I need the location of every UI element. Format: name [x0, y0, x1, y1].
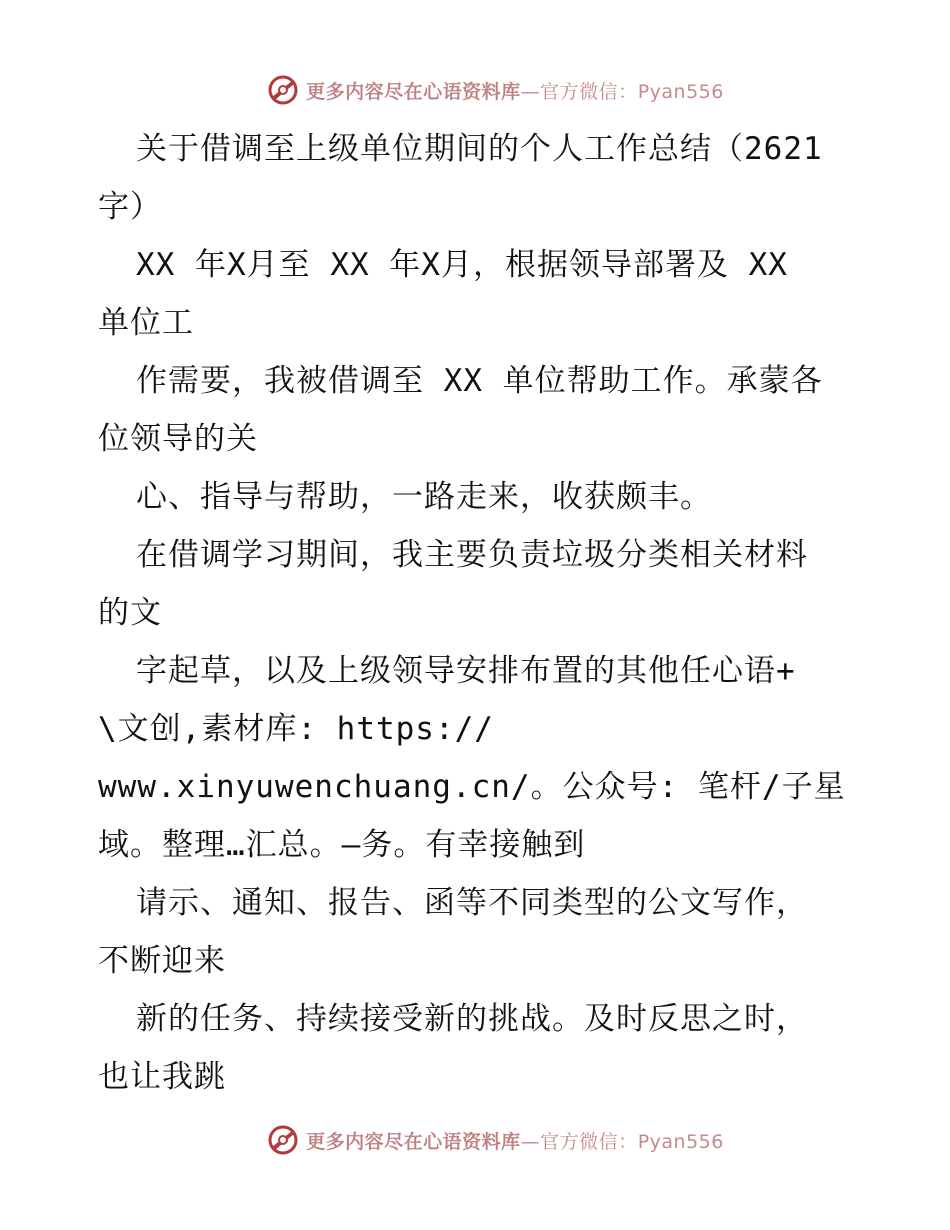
wechat-label: 官方微信： [540, 80, 638, 103]
watermark-text [306, 1127, 724, 1154]
document-line: 也让我跳 [98, 1059, 226, 1095]
document-line: \文创,素材库: https:// [98, 711, 494, 747]
header-watermark-banner [0, 70, 950, 110]
document-line: 字） [98, 189, 162, 225]
document-line: 在借调学习期间，我主要负责垃圾分类相关材料 [136, 537, 808, 573]
document-line: 作需要，我被借调至 XX 单位帮助工作。承蒙各 [136, 363, 823, 399]
document-line: 的文 [98, 595, 162, 631]
brand-name: 更多内容尽在心语资料库 [306, 80, 521, 103]
document-line: 请示、通知、报告、函等不同类型的公文写作， [136, 885, 808, 921]
watermark-text [306, 77, 724, 104]
document-line: 新的任务、持续接受新的挑战。及时反思之时， [136, 1001, 808, 1037]
document-line: 域。整理…汇总。—务。有幸接触到 [98, 827, 586, 863]
wechat-id: Pyan556 [637, 1130, 724, 1153]
document-line: 单位工 [98, 305, 194, 341]
document-line: 关于借调至上级单位期间的个人工作总结（2621 [136, 131, 823, 167]
brand-logo-icon [266, 73, 300, 107]
watermark-group [266, 73, 724, 107]
wechat-label: 官方微信： [540, 1130, 638, 1153]
document-body [98, 120, 868, 1106]
document-line: 字起草，以及上级领导安排布置的其他任心语+ [136, 653, 796, 689]
brand-logo-icon [266, 1123, 300, 1157]
watermark-group [266, 1123, 724, 1157]
brand-name: 更多内容尽在心语资料库 [306, 1130, 521, 1153]
wechat-id: Pyan556 [637, 80, 724, 103]
document-line: 不断迎来 [98, 943, 226, 979]
document-line: XX 年X月至 XX 年X月，根据领导部署及 XX [136, 247, 788, 283]
document-line: 心、指导与帮助，一路走来，收获颇丰。 [136, 479, 712, 515]
footer-watermark-banner [0, 1120, 950, 1160]
banner-dash: — [520, 1130, 541, 1153]
document-line: www.xinyuwenchuang.cn/。公众号: 笔杆/子星 [98, 769, 846, 805]
document-line: 位领导的关 [98, 421, 258, 457]
banner-dash: — [520, 80, 541, 103]
